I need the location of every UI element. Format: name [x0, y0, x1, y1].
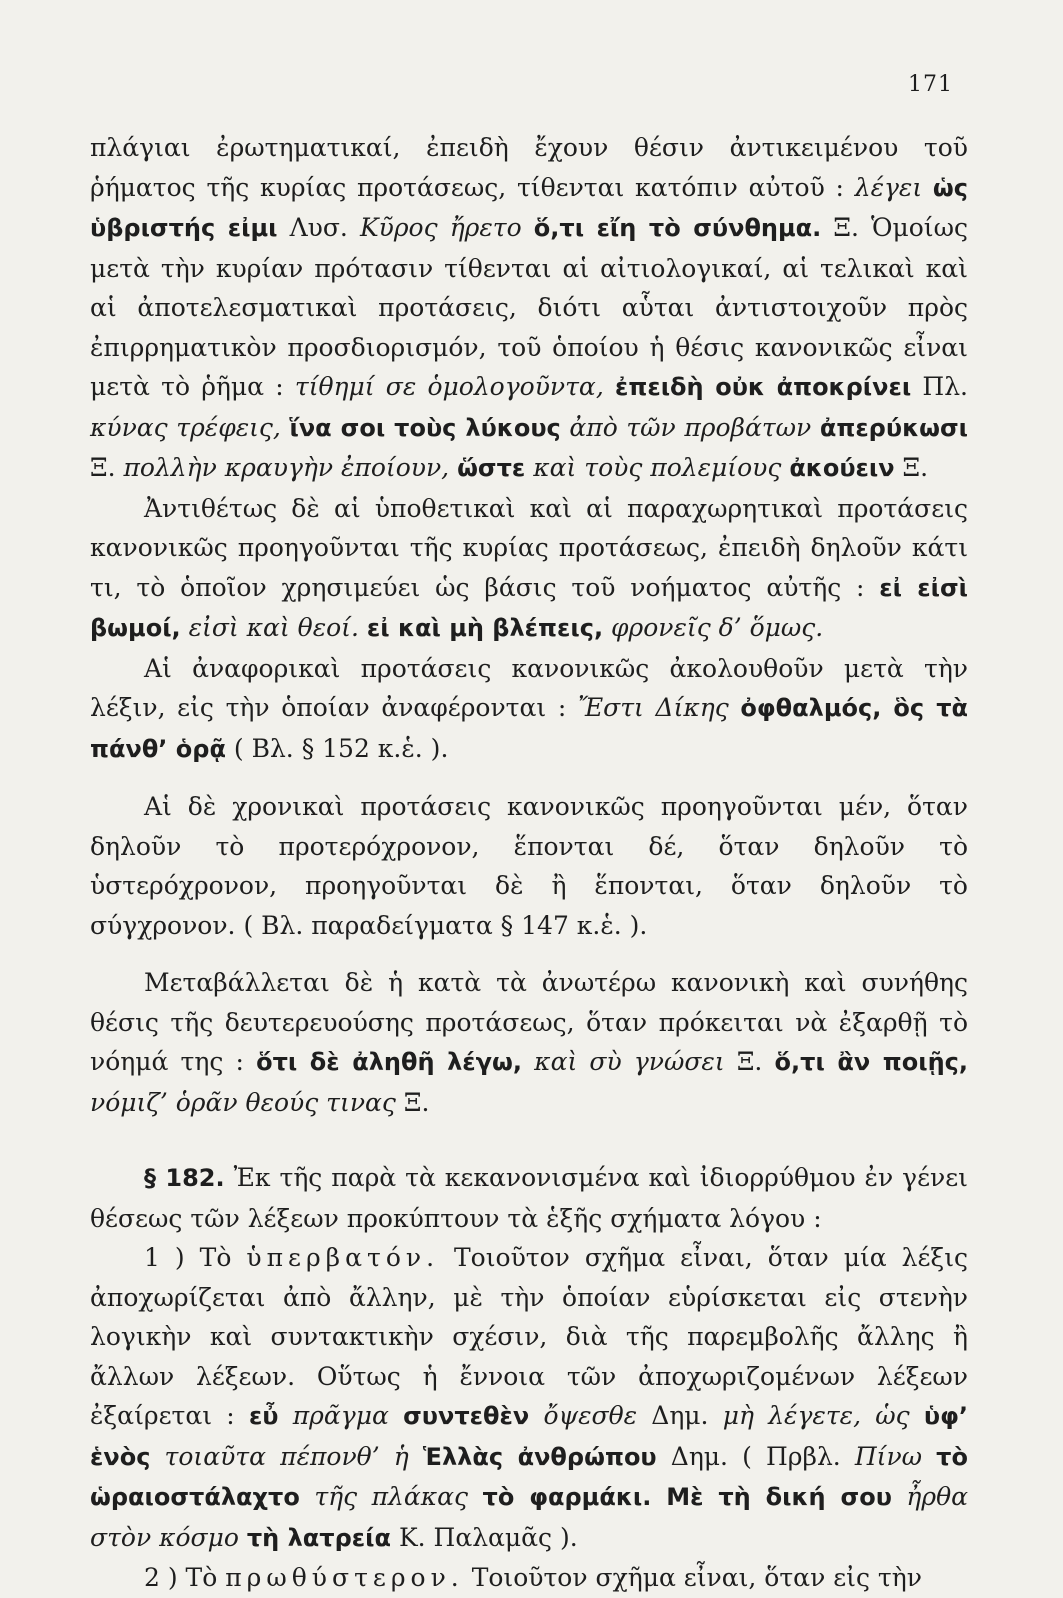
example-italic: καὶ τοὺς πολεμίους	[533, 453, 782, 482]
text-run: Τοιοῦτον σχῆμα εἶναι, ὅταν μία λέξις ἀποχωρίζεται ἀπὸ ἄλλην, μὲ τὴν ὁποίαν εὑρίσκεται εἰς στενὴν λογικὴν καὶ συντακτικὴν σχέσιν, διὰ τῆς παρεμβολῆς ἄλλης ἢ ἄλλων λέξεων. Οὕτως ἡ ἔννοια τῶν ἀποχωριζομένων λέξεων ἐξαίρεται :	[90, 1243, 968, 1430]
example-italic: φρονεῖς δ’ ὅμως.	[611, 613, 824, 642]
example-italic: ἦρθα στὸν κόσμο	[90, 1482, 968, 1552]
example-italic: Πίνω	[854, 1441, 923, 1471]
paragraph-subordinate-clauses-position	[90, 128, 968, 489]
example-bold: ὡς ὑβριστής εἰμι	[90, 173, 968, 242]
example-italic: πολλὴν κραυγὴν ἐποίουν,	[123, 453, 450, 482]
item-hyperbaton	[90, 1238, 968, 1558]
example-italic: μὴ λέγετε, ὡς	[722, 1401, 910, 1430]
example-bold: ὑφ’ ἑνὸς	[90, 1402, 968, 1471]
page-body	[90, 128, 968, 1598]
example-italic: τῆς πλάκας	[314, 1482, 469, 1511]
text-run: Λυσ.	[277, 213, 360, 242]
text-run: Ἀντιθέτως δὲ αἱ ὑποθετικαὶ καὶ αἱ παραχωρητικαὶ προτάσεις κανονικῶς προηγοῦνται τῆς κυρίας προτάσεως, ἐπειδὴ δηλοῦν κάτι τι, τὸ ὁποῖον χρησιμεύει ὡς βάσις τοῦ νοήματος αὐτῆς :	[90, 493, 968, 602]
example-italic: νόμιζ’ ὁρᾶν θεούς τινας	[90, 1087, 396, 1117]
term-spaced: πρωθύστερον.	[225, 1563, 464, 1592]
item-number: 1 ) Τὸ	[144, 1243, 247, 1272]
example-italic: Κῦρος ἤρετο	[359, 213, 522, 242]
example-bold: ἵνα σοι τοὺς λύκους	[289, 413, 561, 442]
item-hysteron-proteron	[90, 1558, 968, 1598]
example-bold: Ἑλλὰς ἀνθρώπου	[422, 1442, 657, 1471]
example-italic: καὶ σὺ γνώσει	[534, 1047, 725, 1076]
text-run: Πλ.	[911, 372, 969, 401]
example-italic: κύνας τρέφεις,	[90, 412, 281, 442]
paragraph-emphasis-position	[90, 963, 968, 1122]
example-bold: εἰ εἰσὶ βωμοί,	[90, 573, 968, 642]
text-run: Ἐκ τῆς παρὰ τὰ κεκανονισμένα καὶ ἰδιορρύθμου ἐν γένει θέσεως τῶν λέξεων προκύπτουν τὰ ἑξῆς σχήματα λόγου :	[90, 1163, 968, 1233]
paragraph-relative-clauses	[90, 649, 968, 770]
term-spaced: ὑπερβατόν.	[246, 1243, 440, 1272]
text-run: Αἱ ἀναφορικαὶ προτάσεις κανονικῶς ἀκολουθοῦν μετὰ τὴν λέξιν, εἰς τὴν ὁποίαν ἀναφέρονται :	[90, 653, 968, 722]
example-italic: τίθημί σε ὁμολογοῦντα,	[294, 372, 604, 401]
section-number: § 182.	[144, 1164, 225, 1192]
item-number: 2 ) Τὸ	[144, 1563, 226, 1592]
paragraph-temporal-clauses	[90, 787, 968, 945]
example-bold: εὖ	[248, 1402, 279, 1430]
example-italic: εἰσὶ καὶ θεοί.	[188, 613, 359, 642]
text-run: Αἱ δὲ χρονικαὶ προτάσεις κανονικῶς προηγοῦνται μέν, ὅταν δηλοῦν τὸ προτερόχρονον, ἕπονται δέ, ὅταν δηλοῦν τὸ ὑστερόχρονον, προηγοῦνται δὲ ἢ ἕπονται, ὅταν δηλοῦν τὸ σύγχρονον. ( Βλ. παραδείγματα § 147 κ.ἑ. ).	[90, 792, 968, 940]
example-bold: εἰ καὶ μὴ βλέπεις,	[366, 614, 604, 642]
example-bold: ὀφθαλμός, ὃς τὰ πάνθ’ ὁρᾷ	[90, 694, 968, 763]
example-italic: ὄψεσθε	[543, 1401, 638, 1430]
text-run: Ξ. Ὁμοίως μετὰ τὴν κυρίαν πρότασιν τίθενται αἱ αἰτιολογικαί, αἱ τελικαὶ καὶ αἱ ἀποτελεσματικαὶ προτάσεις, διότι αὗται ἀντιστοιχοῦν πρὸς ἐπιρρηματικὸν προσδιορισμόν, τοῦ ὁποίου ἡ θέσις κανονικῶς εἶναι μετὰ τὸ ῥῆμα :	[90, 213, 968, 401]
text-run: Τοιοῦτον σχῆμα εἶναι, ὅταν εἰς τὴν	[463, 1563, 922, 1592]
text-run: Ξ.	[395, 1087, 430, 1117]
example-bold: ὅ,τι ἂν ποιῇς,	[774, 1048, 969, 1076]
text-run: πλάγιαι ἐρωτηματικαί, ἐπειδὴ ἔχουν θέσιν ἀντικειμένου τοῦ ῥήματος τῆς κυρίας προτάσεως, τίθενται κατόπιν αὐτοῦ :	[90, 133, 968, 202]
text-run: Κ. Παλαμᾶς ).	[391, 1522, 578, 1552]
example-italic: τοιαῦτα πέπονθ’ ἡ	[164, 1441, 409, 1471]
text-run: ( Βλ. § 152 κ.ἑ. ).	[225, 733, 449, 763]
text-run: Ξ.	[724, 1047, 775, 1076]
example-italic: Ἔστι Δίκης	[577, 693, 729, 722]
example-italic: ἀπὸ τῶν προβάτων	[569, 412, 812, 442]
example-italic: πρᾶγμα	[292, 1401, 389, 1430]
example-italic: λέγει	[854, 172, 923, 202]
example-bold: ὅ,τι εἴη τὸ σύνθημα.	[533, 214, 822, 242]
example-bold: ὅτι δὲ ἀληθῆ λέγω,	[256, 1048, 522, 1076]
example-bold: ἐπειδὴ οὐκ ἀποκρίνει	[614, 373, 912, 401]
example-bold: τὸ ὡραιοστάλαχτο	[90, 1442, 968, 1511]
example-bold: τὴ λατρεία	[246, 1523, 391, 1552]
section-182	[90, 1158, 968, 1238]
text-run: Δημ. ( Πρβλ.	[656, 1441, 855, 1471]
example-bold: τὸ φαρμάκι. Μὲ τὴ δική σου	[482, 1483, 892, 1511]
example-bold: ἀπερύκωσι	[819, 413, 969, 442]
example-bold: ἀκούειν	[789, 454, 895, 482]
paragraph-conditional-concessive	[90, 489, 968, 649]
text-run: Ξ.	[894, 453, 929, 482]
text-run: Μεταβάλλεται δὲ ἡ κατὰ τὰ ἀνωτέρω κανονικὴ καὶ συνήθης θέσις τῆς δευτερευούσης προτάσεως, ὅταν πρόκειται νὰ ἐξαρθῇ τὸ νόημά της :	[90, 968, 968, 1076]
example-bold: ὥστε	[457, 454, 526, 482]
text-run: Ξ.	[90, 453, 124, 482]
page-number: 171	[908, 72, 953, 97]
text-run: Δημ.	[637, 1401, 723, 1430]
example-bold: συντεθὲν	[403, 1402, 530, 1430]
